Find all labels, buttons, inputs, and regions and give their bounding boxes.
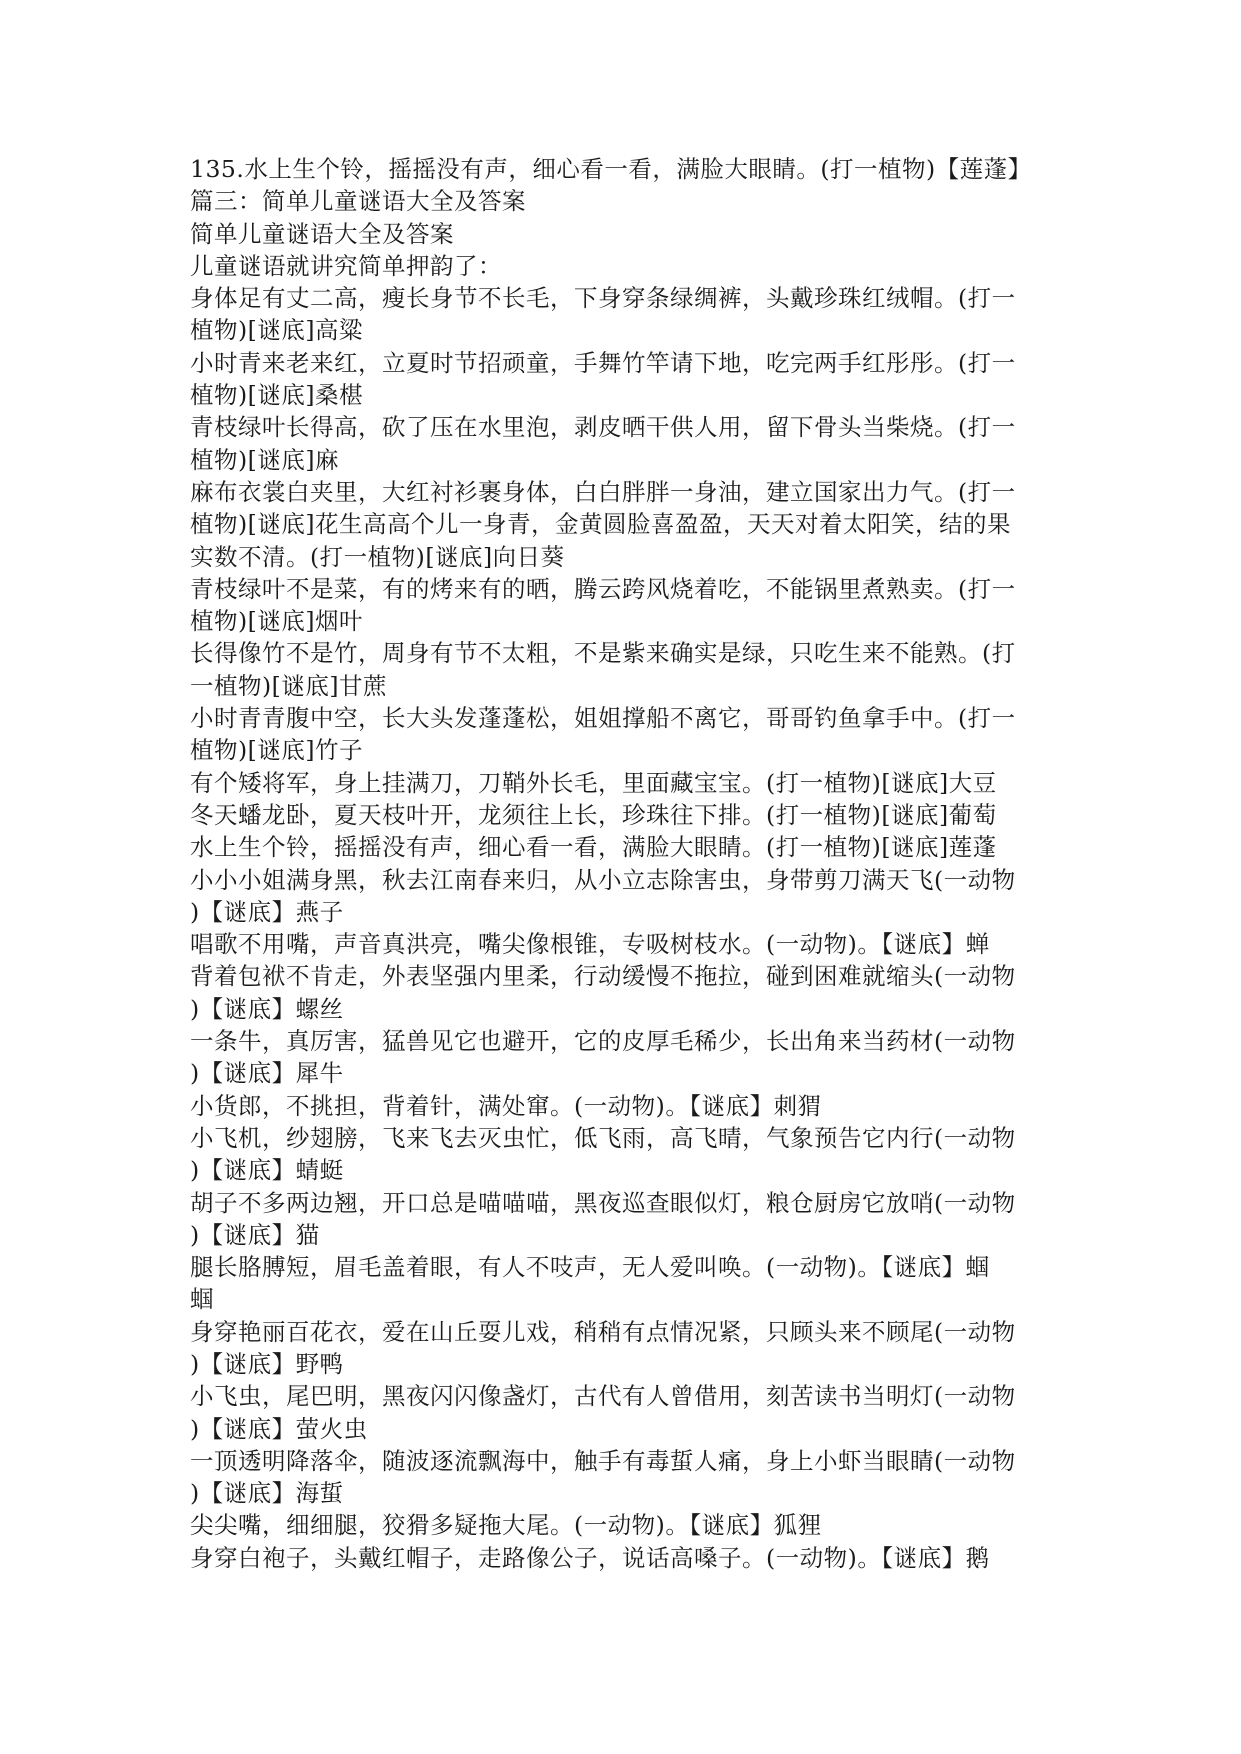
text-line: 胡子不多两边翘，开口总是喵喵喵，黑夜巡查眼似灯，粮仓厨房它放哨(一动物 (190, 1188, 1016, 1217)
text-line: 身穿艳丽百花衣，爱在山丘耍儿戏，稍稍有点情况紧，只顾头来不顾尾(一动物 (190, 1317, 1016, 1346)
text-line: )【谜底】猫 (190, 1220, 320, 1249)
text-line: 实数不清。(打一植物)[谜底]向日葵 (190, 542, 565, 571)
text-line: 身体足有丈二高，瘦长身节不长毛，下身穿条绿绸裤，头戴珍珠红绒帽。(打一 (190, 284, 1016, 313)
text-line: 一条牛，真厉害，猛兽见它也避开，它的皮厚毛稀少，长出角来当药材(一动物 (190, 1027, 1016, 1056)
text-line: 一顶透明降落伞，随波逐流飘海中，触手有毒蜇人痛，身上小虾当眼睛(一动物 (190, 1446, 1016, 1475)
text-line: 儿童谜语就讲究简单押韵了： (190, 251, 502, 280)
text-line: )【谜底】犀牛 (190, 1059, 344, 1088)
text-line: )【谜底】海蜇 (190, 1479, 344, 1508)
text-line: 有个矮将军，身上挂满刀，刀鞘外长毛，里面藏宝宝。(打一植物)[谜底]大豆 (190, 768, 997, 797)
text-line: 植物)[谜底]桑椹 (190, 381, 364, 410)
text-line: 植物)[谜底]竹子 (190, 736, 364, 765)
text-line: 小时青来老来红，立夏时节招顽童，手舞竹竿请下地，吃完两手红彤彤。(打一 (190, 348, 1016, 377)
text-line: 背着包袱不肯走，外表坚强内里柔，行动缓慢不拖拉，碰到困难就缩头(一动物 (190, 962, 1016, 991)
text-line: 小时青青腹中空，长大头发蓬蓬松，姐姐撑船不离它，哥哥钓鱼拿手中。(打一 (190, 704, 1016, 733)
text-line: 青枝绿叶不是菜，有的烤来有的晒，腾云跨风烧着吃，不能锅里煮熟卖。(打一 (190, 574, 1016, 603)
text-line: 水上生个铃，摇摇没有声，细心看一看，满脸大眼睛。(打一植物)[谜底]莲蓬 (190, 833, 997, 862)
text-line: 小货郎，不挑担，背着针，满处窜。(一动物)。【谜底】刺猬 (190, 1091, 822, 1120)
text-line: 简单儿童谜语大全及答案 (190, 219, 454, 248)
text-line: )【谜底】燕子 (190, 897, 344, 926)
riddle-text-block (190, 153, 1070, 1574)
text-line: )【谜底】螺丝 (190, 994, 344, 1023)
text-line: 尖尖嘴，细细腿，狡猾多疑拖大尾。(一动物)。【谜底】狐狸 (190, 1511, 822, 1540)
text-line: 植物)[谜底]烟叶 (190, 607, 364, 636)
text-line: 身穿白袍子，头戴红帽子，走路像公子，说话高嗓子。(一动物)。【谜底】鹅 (190, 1543, 990, 1572)
text-line: )【谜底】野鸭 (190, 1349, 344, 1378)
text-line: 腿长胳膊短，眉毛盖着眼，有人不吱声，无人爱叫唤。(一动物)。【谜底】蝈 (190, 1253, 990, 1282)
text-line: 植物)[谜底]麻 (190, 445, 340, 474)
text-line: 篇三：简单儿童谜语大全及答案 (190, 187, 526, 216)
text-line: 135.水上生个铃，摇摇没有声，细心看一看，满脸大眼睛。(打一植物)【莲蓬】 (190, 155, 1032, 183)
text-line: 小飞机，纱翅膀，飞来飞去灭虫忙，低飞雨，高飞晴，气象预告它内行(一动物 (190, 1123, 1016, 1152)
text-line: 青枝绿叶长得高，砍了压在水里泡，剥皮晒干供人用，留下骨头当柴烧。(打一 (190, 413, 1016, 442)
text-line: )【谜底】蜻蜓 (190, 1156, 344, 1185)
text-line: )【谜底】萤火虫 (190, 1414, 368, 1443)
text-line: 长得像竹不是竹，周身有节不太粗，不是紫来确实是绿，只吃生来不能熟。(打 (190, 639, 1016, 668)
text-line: 植物)[谜底]高粱 (190, 316, 364, 345)
text-line: 植物)[谜底]花生高高个儿一身青，金黄圆脸喜盈盈，天天对着太阳笑，结的果 (190, 510, 1012, 539)
text-line: 小小小姐满身黑，秋去江南春来归，从小立志除害虫，身带剪刀满天飞(一动物 (190, 865, 1016, 894)
text-line: 麻布衣裳白夹里，大红衬衫裹身体，白白胖胖一身油，建立国家出力气。(打一 (190, 477, 1016, 506)
text-line: 蝈 (190, 1285, 214, 1314)
text-line: 一植物)[谜底]甘蔗 (190, 671, 388, 700)
text-line: 小飞虫，尾巴明，黑夜闪闪像盏灯，古代有人曾借用，刻苦读书当明灯(一动物 (190, 1382, 1016, 1411)
text-line: 冬天蟠龙卧，夏天枝叶开，龙须往上长，珍珠往下排。(打一植物)[谜底]葡萄 (190, 800, 997, 829)
text-line: 唱歌不用嘴，声音真洪亮，嘴尖像根锥，专吸树枝水。(一动物)。【谜底】蝉 (190, 930, 990, 959)
